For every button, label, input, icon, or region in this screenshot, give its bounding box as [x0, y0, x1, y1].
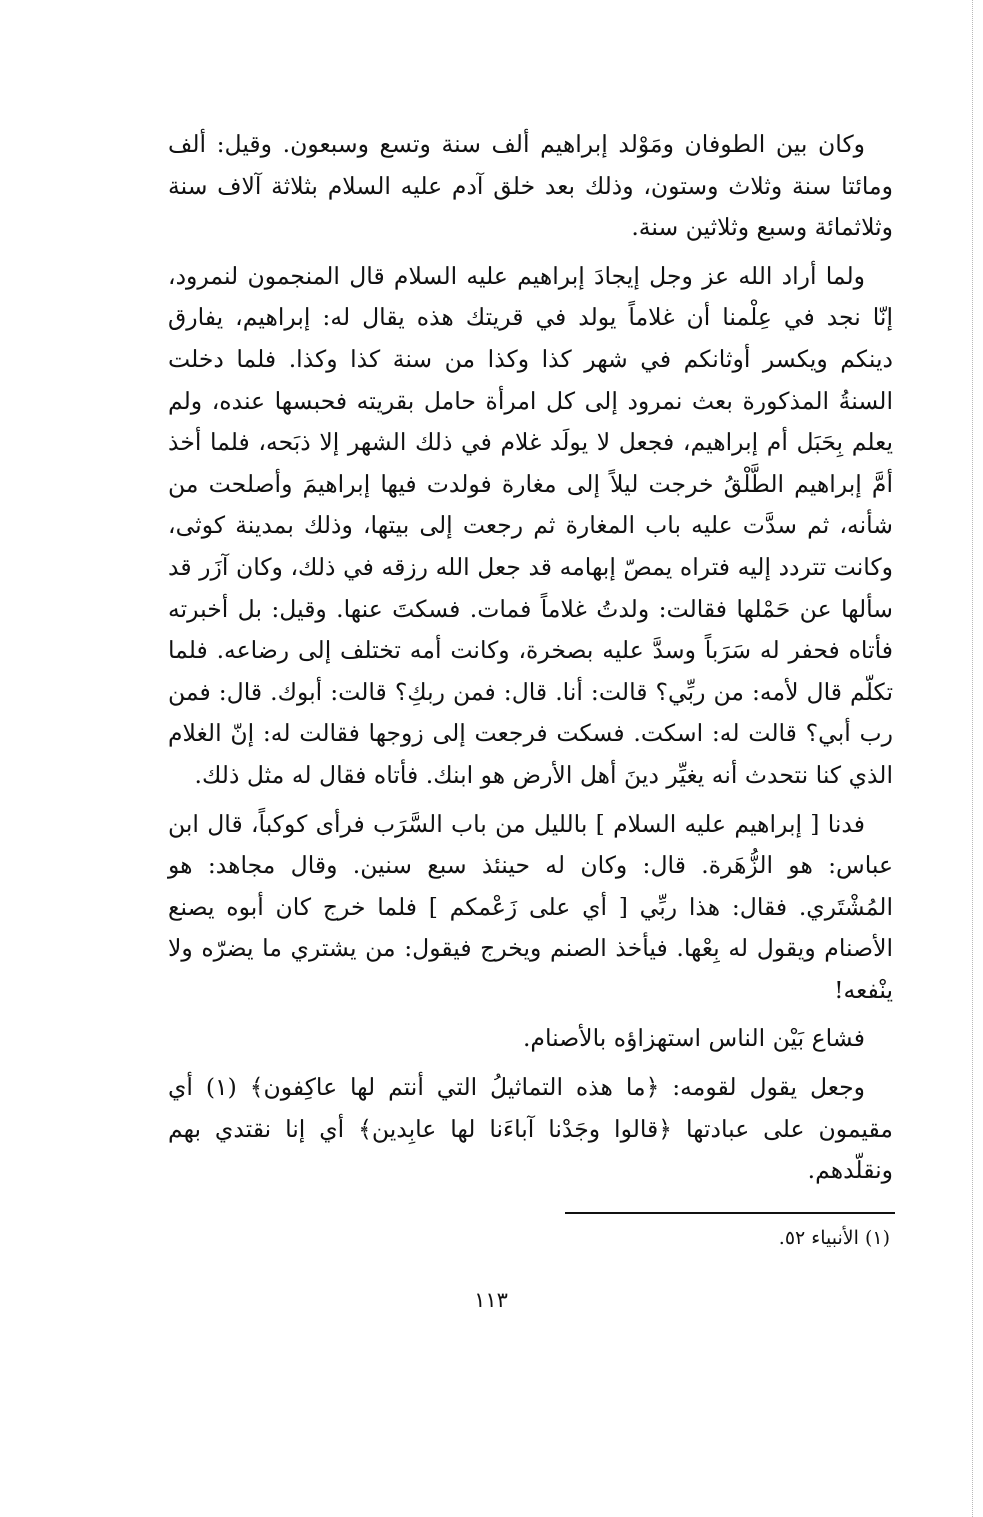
paragraph: فدنا [ إبراهيم عليه السلام ] بالليل من باب السَّرَب فرأى كوكباً، قال ابن عباس: هو الزُّهَرة. قال: وكان له حينئذ سبع سنين. وقال مجاهد: هو المُشْتَري. فقال: هذا ربِّي [ أي على زَعْمكم ] فلما خرج كان أبوه يصنع الأصنام ويقول له بِعْها. فيأخذ الصنم ويخرج فيقول: من يشتري ما يضرّه ولا ينْفعه!: [168, 809, 893, 1004]
body-text: [168, 124, 893, 1192]
paragraph: فشاع بَيْن الناس استهزاؤه بالأصنام.: [522, 1024, 865, 1053]
footnote: (١) الأنبياء ٥٢.: [778, 1227, 890, 1249]
paragraph: وجعل يقول لقومه: ﴿ما هذه التماثيلُ التي أنتم لها عاكِفون﴾ (١) أي مقيمون على عبادتها ﴿قالوا وجَدْنا آباءَنا لها عابِدين﴾ أي إنا نقتدي بهم ونقلّدهم.: [168, 1073, 893, 1185]
paragraph: وكان بين الطوفان ومَوْلد إبراهيم ألف سنة وتسع وسبعون. وقيل: ألف ومائتا سنة وثلاث وستون، وذلك بعد خلق آدم عليه السلام بثلاثة آلاف سنة وثلاثمائة وسبع وثلاثين سنة.: [168, 130, 893, 242]
page-number: ١١٣: [474, 1288, 508, 1312]
scan-edge-line: [972, 0, 973, 1517]
footnote-divider: [565, 1212, 895, 1214]
paragraph: ولما أراد الله عز وجل إيجادَ إبراهيم عليه السلام قال المنجمون لنمرود، إنّا نجد في عِلْمنا أن غلاماً يولد في قريتك هذه يقال له: إبراهيم، يفارق دينكم ويكسر أوثانكم في شهر كذا وكذا من سنة كذا وكذا. فلما دخلت السنةُ المذكورة بعث نمرود إلى كل امرأة حامل بقريته فحبسها عنده، ولم يعلم بِحَبَل أم إبراهيم، فجعل لا يولَد غلام في ذلك الشهر إلا ذبَحه، فلما أخذ أمَّ إبراهيم الطَّلْقُ خرجت ليلاً إلى مغارة فولدت فيها إبراهيمَ وأصلحت من شأنه، ثم سدَّت عليه باب المغارة ثم رجعت إلى بيتها، وذلك بمدينة كوثى، وكانت تتردد إليه فتراه يمصّ إبهامه قد جعل الله رزقه في ذلك، وكان آزَر قد سألها عن حَمْلها فقالت: ولدتُ غلاماً فمات. فسكتَ عنها. وقيل: بل أخبرته فأتاه فحفر له سَرَباً وسدَّ عليه بصخرة، وكانت أمه تختلف إلى رضاعه. فلما تكلّم قال لأمه: من ربِّي؟ قالت: أنا. قال: فمن ربكِ؟ قالت: أبوك. قال: فمن رب أبي؟ قالت له: اسكت. فسكت فرجعت إلى زوجها فقالت له: إنّ الغلام الذي كنا نتحدث أنه يغيِّر دينَ أهل الأرض هو ابنك. فأتاه فقال له مثل ذلك.: [168, 261, 893, 789]
